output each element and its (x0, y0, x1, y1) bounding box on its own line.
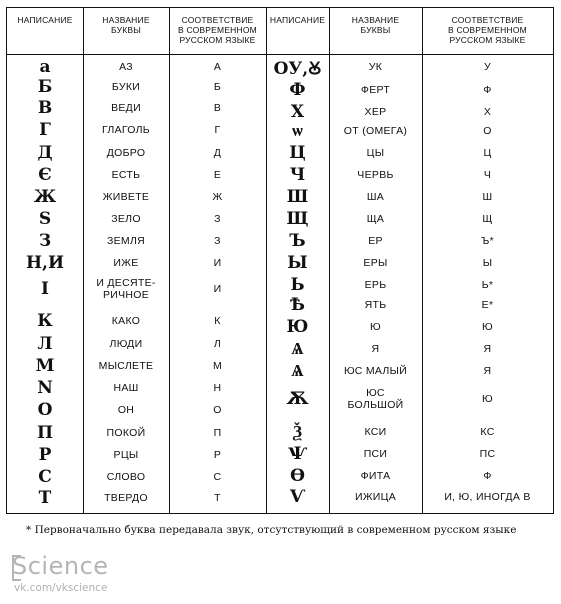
glyph-cell-right: Ѯ (293, 422, 302, 442)
modern-equivalent-cell-right: Х (483, 106, 492, 118)
modern-equivalent-cell-left: М (212, 360, 223, 372)
letter-name-cell-left: КАКО (111, 315, 141, 327)
letter-name-cell-left: ПОКОЙ (106, 427, 146, 439)
modern-equivalent-cell-left: Т (214, 492, 221, 504)
header-letter-name-left (83, 8, 169, 54)
header-text: НАПИСАНИЕ (17, 15, 73, 25)
glyph-cell-right: Ш (286, 187, 309, 207)
letter-name-cell-left: ТВЕРДО (104, 492, 148, 504)
header-modern-equivalent-left (169, 8, 266, 54)
modern-equivalent-cell-left: П (213, 427, 222, 439)
letter-name-cell-right: КСИ (364, 426, 387, 438)
letter-name-cell-right: ОТ (ОМЕГА) (343, 125, 408, 137)
modern-equivalent-cell-left: О (213, 404, 222, 416)
header-modern-equivalent-right (422, 8, 553, 54)
letter-name-cell-right: ЯТЬ (364, 299, 387, 311)
header-text: НАЗВАНИЕ БУКВЫ (102, 15, 150, 35)
letter-name-cell-right: ФИТА (360, 470, 391, 482)
glyph-cell-right: Ѱ (288, 444, 307, 464)
modern-equivalent-cell-left: В (213, 102, 222, 114)
glyph-cell-left: С (38, 467, 52, 487)
glyph-cell-right: ѡ (292, 121, 303, 141)
letter-name-cell-right: ЕР (368, 235, 383, 247)
modern-equivalent-cell-right: Ц (483, 147, 492, 159)
alphabet-table (6, 7, 554, 514)
letter-name-cell-left: РЦЫ (113, 449, 139, 461)
letter-name-cell-right: ЩА (366, 213, 385, 225)
letter-name-cell-left: ДОБРО (106, 147, 146, 159)
modern-equivalent-cell-right: Щ (482, 213, 493, 225)
glyph-cell-right: Ю (286, 317, 309, 337)
glyph-cell-left: З (38, 231, 52, 251)
modern-equivalent-cell-right: Ш (482, 191, 493, 203)
letter-name-cell-left: ЗЕЛО (111, 213, 141, 225)
modern-equivalent-cell-right: Ф (483, 84, 492, 96)
glyph-cell-left: М (35, 356, 55, 376)
glyph-cell-right: Ѧ (291, 339, 304, 359)
header-text: НАЗВАНИЕ БУКВЫ (351, 15, 400, 35)
glyph-cell-left: К (37, 311, 53, 331)
glyph-cell-right: Ѧ (291, 361, 304, 381)
modern-equivalent-cell-left: Д (213, 147, 222, 159)
modern-equivalent-cell-left: Е (213, 169, 222, 181)
header-text: СООТВЕТСТВИЕ В СОВРЕМЕННОМ РУССКОМ ЯЗЫКЕ (448, 15, 527, 45)
letter-name-cell-right: ША (366, 191, 385, 203)
letter-name-cell-left: ГЛАГОЛЬ (101, 124, 151, 136)
modern-equivalent-cell-left: С (213, 471, 222, 483)
glyph-cell-left: Є (38, 165, 52, 185)
letter-name-cell-left: НАШ (113, 382, 139, 394)
glyph-cell-left: Т (38, 488, 52, 508)
glyph-cell-left: І (41, 279, 49, 299)
glyph-cell-left: Ж (33, 187, 57, 207)
letter-name-cell-right: ЦЫ (366, 147, 385, 159)
modern-equivalent-cell-right: Ф (483, 470, 492, 482)
modern-equivalent-cell-right: И, Ю, ИНОГДА В (444, 491, 531, 503)
glyph-cell-left: Д (37, 143, 53, 163)
header-letter-name-right (329, 8, 422, 54)
glyph-cell-left: Ѕ (38, 209, 52, 229)
modern-equivalent-cell-left: З (214, 235, 221, 247)
modern-equivalent-cell-left: Ж (212, 191, 223, 203)
modern-equivalent-cell-left: З (214, 213, 221, 225)
letter-name-cell-left: ЛЮДИ (109, 338, 143, 350)
glyph-cell-left: Р (38, 445, 52, 465)
modern-equivalent-cell-right: Ы (482, 257, 493, 269)
header-writing-left (7, 8, 83, 54)
glyph-cell-right: Ы (287, 253, 308, 273)
modern-equivalent-cell-right: Ю (482, 321, 493, 333)
modern-equivalent-cell-left: Р (213, 449, 222, 461)
modern-equivalent-cell-right: Я (483, 343, 492, 355)
letter-name-cell-left: МЫСЛЕТЕ (98, 360, 154, 372)
watermark-word: Science (12, 552, 109, 580)
glyph-cell-left: Г (39, 120, 51, 140)
letter-name-cell-left: ЕСТЬ (111, 169, 141, 181)
letter-name-cell-left: БУКИ (111, 81, 141, 93)
watermark-logo (12, 552, 112, 598)
modern-equivalent-cell-left: Б (213, 81, 222, 93)
letter-name-cell-right: ПСИ (363, 448, 388, 460)
letter-name-cell-left: ЗЕМЛЯ (106, 235, 146, 247)
modern-equivalent-cell-right: КС (480, 426, 495, 438)
header-text: НАПИСАНИЕ (269, 15, 326, 25)
glyph-cell-right: Щ (286, 209, 309, 229)
glyph-cell-right: Ц (289, 143, 306, 163)
glyph-cell-left: Н,И (25, 253, 65, 273)
glyph-cell-left: В (37, 98, 53, 118)
letter-name-cell-left: СЛОВО (106, 471, 146, 483)
glyph-cell-left: Л (37, 334, 53, 354)
letter-name-cell-left: ЖИВЕТЕ (102, 191, 150, 203)
glyph-cell-right: Ч (289, 165, 306, 185)
footnote: * Первоначально буква передавала звук, отсутствующий в современном русском языке (26, 524, 517, 536)
letter-name-cell-right: ФЕРТ (360, 84, 391, 96)
letter-name-cell-right: ИЖИЦА (354, 491, 397, 503)
modern-equivalent-cell-right: Я (483, 365, 492, 377)
letter-name-cell-left: ОН (117, 404, 135, 416)
letter-name-cell-right: ЧЕРВЬ (357, 169, 394, 181)
modern-equivalent-cell-left: Н (213, 382, 222, 394)
letter-name-cell-left: ВЕДИ (111, 102, 141, 114)
modern-equivalent-cell-right: Ч (483, 169, 492, 181)
modern-equivalent-cell-right: ПС (479, 448, 496, 460)
letter-name-cell-right: Я (371, 343, 380, 355)
glyph-cell-left: Б (37, 77, 53, 97)
letter-name-cell-right: ЕРЬ (364, 279, 387, 291)
header-writing-right (266, 8, 329, 54)
glyph-cell-right: Ѳ (290, 466, 305, 486)
glyph-cell-right: Ъ (289, 231, 306, 251)
modern-equivalent-cell-left: Г (214, 124, 221, 136)
letter-name-cell-left: АЗ (119, 61, 133, 73)
glyph-cell-left: П (36, 423, 54, 443)
letter-name-cell-right: ЮС БОЛЬШОЙ (347, 387, 404, 411)
modern-equivalent-cell-right: Ъ* (481, 235, 494, 247)
glyph-cell-right: Ф (289, 80, 306, 100)
glyph-cell-right: Ѫ (286, 389, 309, 409)
modern-equivalent-cell-right: Ю (482, 393, 493, 405)
letter-name-cell-right: ЮС МАЛЫЙ (343, 365, 408, 377)
modern-equivalent-cell-right: У (484, 61, 491, 73)
glyph-cell-right: Ь (290, 275, 305, 295)
letter-name-cell-right: ХЕР (364, 106, 387, 118)
glyph-cell-left: О (37, 400, 53, 420)
modern-equivalent-cell-left: И (213, 257, 222, 269)
modern-equivalent-cell-right: Е* (481, 299, 494, 311)
letter-name-cell-left: И ДЕСЯТЕ- РИЧНОЕ (96, 277, 156, 301)
modern-equivalent-cell-left: К (214, 315, 221, 327)
letter-name-cell-left: ИЖЕ (113, 257, 139, 269)
letter-name-cell-right: ЕРЫ (363, 257, 388, 269)
glyph-cell-right: Ѵ (289, 487, 306, 507)
modern-equivalent-cell-left: И (213, 283, 222, 295)
glyph-cell-left: а (39, 57, 51, 77)
modern-equivalent-cell-left: А (213, 61, 222, 73)
glyph-cell-right: Ѣ (290, 295, 305, 315)
modern-equivalent-cell-right: Ь* (481, 279, 494, 291)
letter-name-cell-right: УК (368, 61, 383, 73)
watermark-url: vk.com/vkscience (14, 582, 108, 594)
modern-equivalent-cell-left: Л (213, 338, 222, 350)
glyph-cell-right: ОУ,Ꙋ (273, 58, 322, 79)
header-text: СООТВЕТСТВИЕ В СОВРЕМЕННОМ РУССКОМ ЯЗЫКЕ (178, 15, 257, 45)
glyph-cell-right: Х (290, 102, 305, 122)
modern-equivalent-cell-right: О (483, 125, 492, 137)
letter-name-cell-right: Ю (370, 321, 381, 333)
glyph-cell-left: N (37, 378, 53, 398)
